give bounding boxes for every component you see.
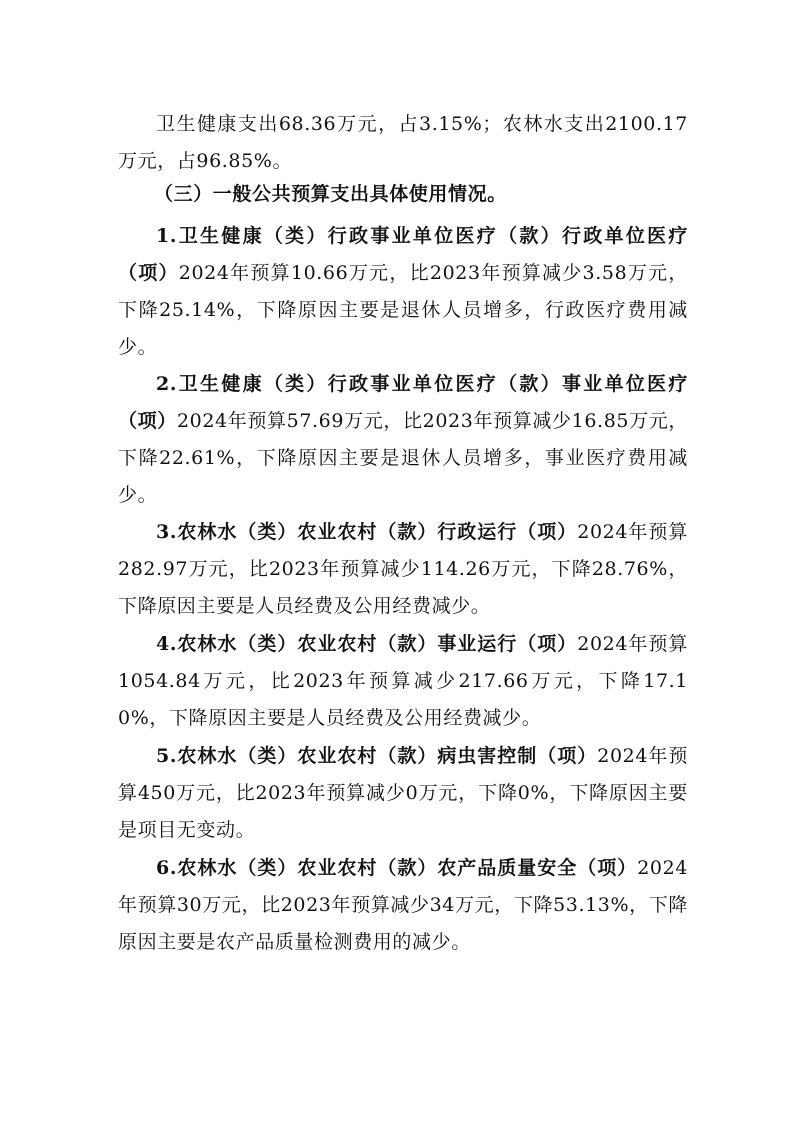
item-title-2: 2.卫生健康（类）行政事业单位医疗（款）事业单位医疗（项）	[118, 373, 688, 432]
item-paragraph-4	[118, 626, 688, 737]
item-paragraph-5	[118, 738, 688, 849]
item-title-3: 3.农林水（类）农业农村（款）行政运行（项）	[156, 521, 578, 543]
item-paragraph-2	[118, 366, 688, 514]
item-body-1: 2024年预算10.66万元，比2023年预算减少3.58万元，下降25.14%，下降原因主要是退休人员增多，行政医疗费用减少。	[118, 262, 688, 358]
item-body-5: 2024年预算450万元，比2023年预算减少0万元，下降0%，下降原因主要是项目无变动。	[118, 745, 688, 841]
item-title-6: 6.农林水（类）农业农村（款）农产品质量安全（项）	[156, 857, 638, 879]
intro-text: 卫生健康支出68.36万元，占3.15%；农林水支出2100.17万元，占96.85%。	[118, 113, 688, 172]
item-body-4: 2024年预算1054.84万元，比2023年预算减少217.66万元，下降17.10%，下降原因主要是人员经费及公用经费减少。	[118, 633, 688, 729]
item-paragraph-1	[118, 218, 688, 366]
item-title-4: 4.农林水（类）农业农村（款）事业运行（项）	[156, 633, 578, 655]
item-body-6: 2024年预算30万元，比2023年预算减少34万元，下降53.13%，下降原因主要是农产品质量检测费用的减少。	[118, 857, 688, 953]
item-paragraph-3	[118, 514, 688, 625]
section-heading: （三）一般公共预算支出具体使用情况。	[154, 183, 507, 205]
item-title-1: 1.卫生健康（类）行政事业单位医疗（款）行政单位医疗（项）	[118, 225, 688, 284]
item-title-5: 5.农林水（类）农业农村（款）病虫害控制（项）	[156, 745, 598, 767]
item-paragraph-6	[118, 850, 688, 961]
item-body-3: 2024年预算282.97万元，比2023年预算减少114.26万元，下降28.76%，下降原因主要是人员经费及公用经费减少。	[118, 521, 688, 617]
item-body-2: 2024年预算57.69万元，比2023年预算减少16.85万元，下降22.61%，下降原因主要是退休人员增多，事业医疗费用减少。	[118, 410, 688, 506]
intro-paragraph	[118, 106, 688, 180]
